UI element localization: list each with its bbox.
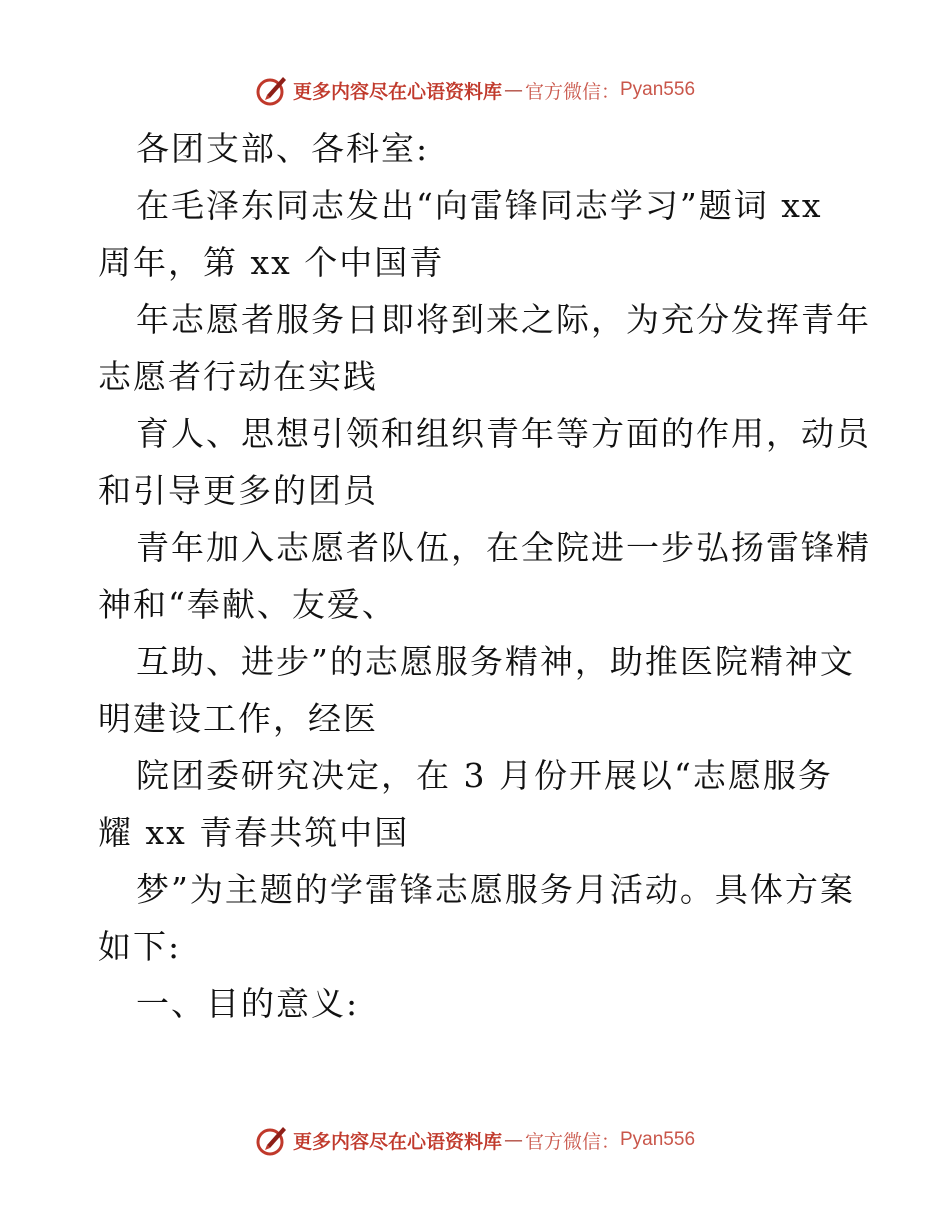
text-line: 在毛泽东同志发出“向雷锋同志学习”题词 xx [136, 186, 823, 225]
text-line: 明建设工作，经医 [98, 699, 378, 738]
quill-logo-icon [255, 73, 289, 107]
banner-wechat-label: 官方微信： [524, 80, 620, 103]
banner-wechat-label: 官方微信： [524, 1130, 620, 1153]
text-line: 青年加入志愿者队伍，在全院进一步弘扬雷锋精 [136, 528, 871, 567]
banner-dash: — [503, 79, 523, 101]
text-line: 梦”为主题的学雷锋志愿服务月活动。具体方案 [136, 870, 855, 909]
section-heading: 一、目的意义: [136, 984, 360, 1023]
banner-site-name: 更多内容尽在心语资料库 [292, 80, 502, 103]
banner-site-name: 更多内容尽在心语资料库 [292, 1130, 502, 1153]
text-line: 院团委研究决定，在 3 月份开展以“志愿服务 [136, 756, 833, 795]
footer-watermark-banner [0, 1120, 950, 1160]
text-line: 如下: [98, 927, 182, 966]
text-line: 各团支部、各科室: [136, 129, 430, 168]
quill-logo-icon [255, 1123, 289, 1157]
text-line: 互助、进步”的志愿服务精神，助推医院精神文 [136, 642, 855, 681]
banner-dash: — [503, 1129, 523, 1151]
document-body [98, 120, 871, 1032]
text-line: 耀 xx 青春共筑中国 [98, 813, 410, 852]
header-watermark-banner [0, 70, 950, 110]
text-line: 育人、思想引领和组织青年等方面的作用，动员 [136, 414, 871, 453]
banner-wechat-account: Pyan556 [620, 79, 696, 100]
banner-wechat-account: Pyan556 [620, 1129, 696, 1150]
text-line: 志愿者行动在实践 [98, 357, 378, 396]
text-line: 年志愿者服务日即将到来之际，为充分发挥青年 [136, 300, 871, 339]
text-line: 神和“奉献、友爱、 [98, 585, 397, 624]
text-line: 和引导更多的团员 [98, 471, 378, 510]
text-line: 周年，第 xx 个中国青 [98, 243, 445, 282]
